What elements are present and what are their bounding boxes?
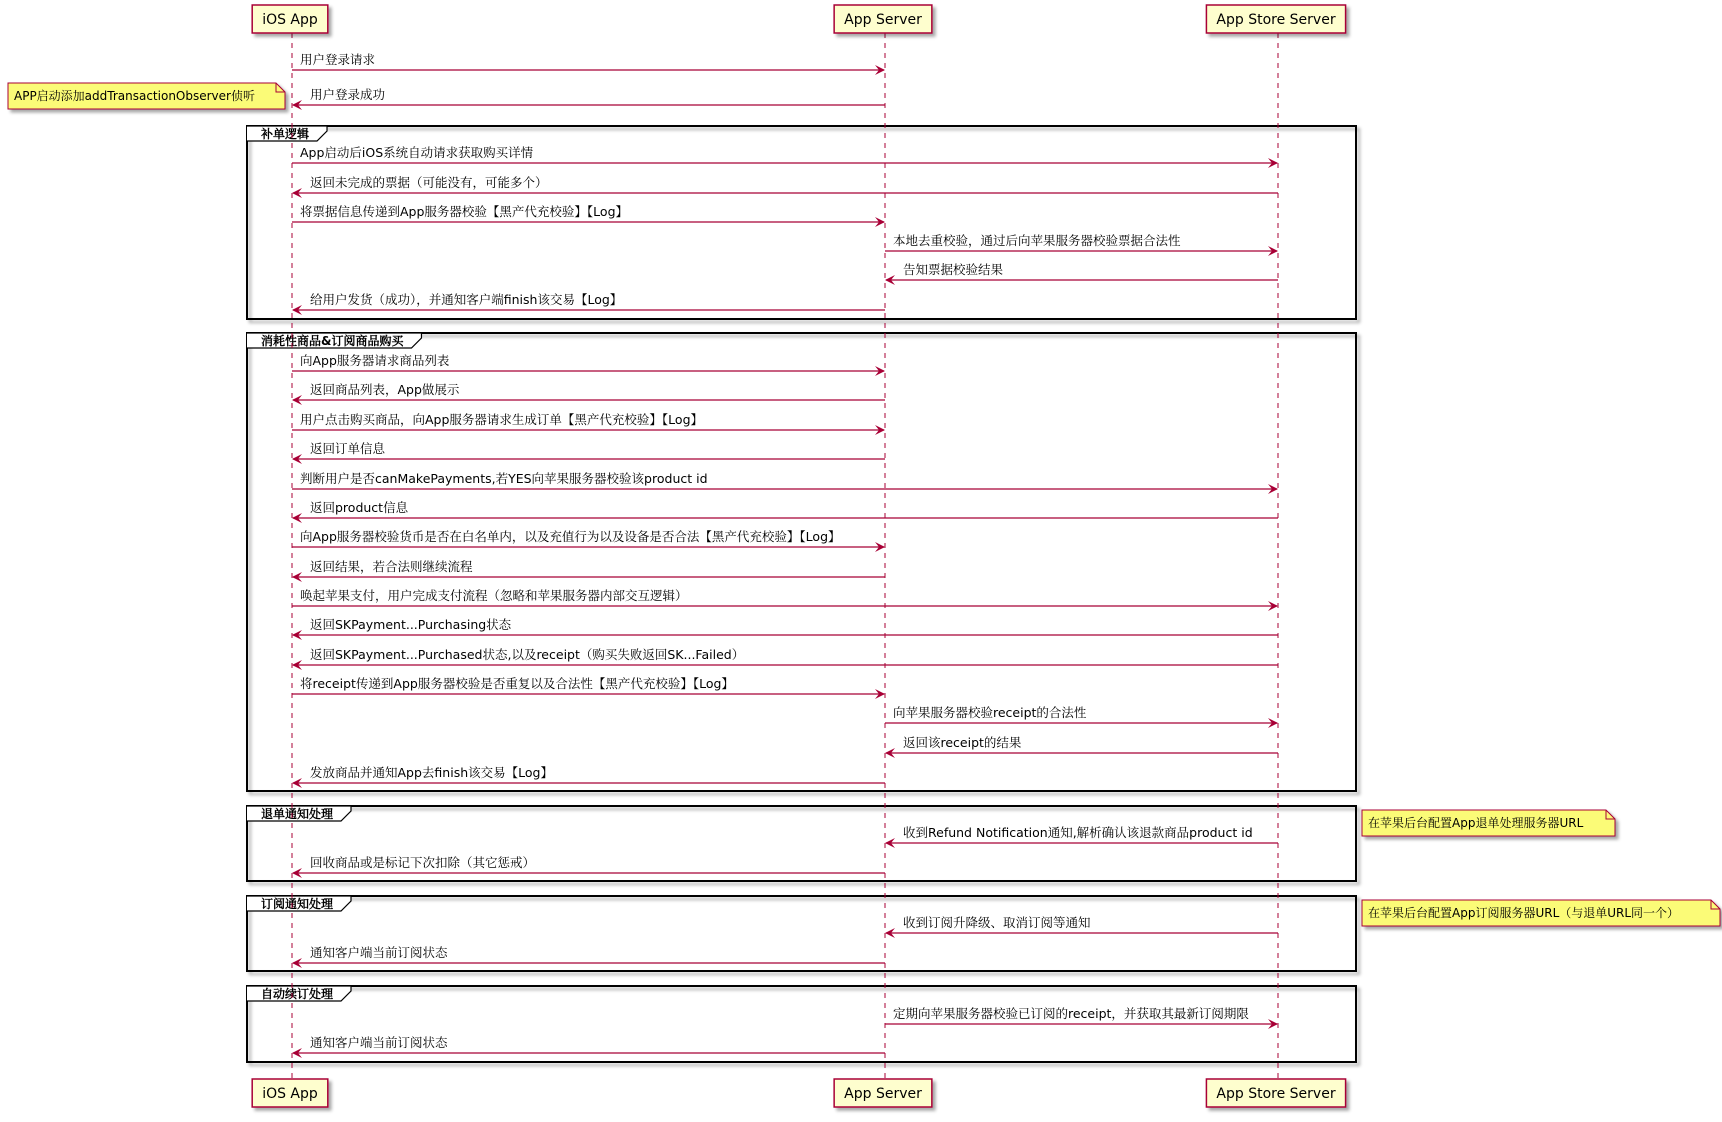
participant-label: App Server — [844, 1086, 922, 1102]
message-arrow — [885, 233, 1277, 251]
message-arrow — [293, 617, 1278, 635]
message-arrow — [293, 855, 885, 873]
participant-label: iOS App — [262, 12, 318, 28]
message-arrow — [293, 945, 885, 963]
participant-server-top — [834, 5, 932, 33]
message-label: 返回订单信息 — [310, 441, 386, 456]
message-label: 收到订阅升降级、取消订阅等通知 — [903, 915, 1091, 930]
message-label: 用户点击购买商品，向App服务器请求生成订单【黑产代充校验】【Log】 — [300, 412, 703, 427]
message-label: 向App服务器请求商品列表 — [300, 353, 450, 368]
message-arrow — [292, 353, 884, 371]
message-label: 用户登录成功 — [310, 87, 386, 102]
participant-server-bottom — [834, 1079, 932, 1107]
participant-ios-bottom — [252, 1079, 328, 1107]
message-arrow — [886, 915, 1278, 933]
message-arrow — [293, 382, 885, 400]
message-label: App启动后iOS系统自动请求获取购买详情 — [300, 145, 534, 160]
message-label: 定期向苹果服务器校验已订阅的receipt，并获取其最新订阅期限 — [893, 1006, 1249, 1021]
message-label: 返回SKPayment...Purchased状态,以及receipt（购买失败返回SK...Failed） — [310, 647, 745, 662]
message-arrow — [292, 412, 884, 430]
message-arrow — [886, 825, 1278, 843]
message-label: 向App服务器校验货币是否在白名单内，以及充值行为以及设备是否合法【黑产代充校验】【Log】 — [300, 529, 841, 544]
message-label: 向苹果服务器校验receipt的合法性 — [893, 705, 1087, 720]
message-arrow — [885, 705, 1277, 723]
message-label: 告知票据校验结果 — [903, 262, 1004, 277]
note — [1362, 900, 1720, 926]
message-label: 将票据信息传递到App服务器校验【黑产代充校验】【Log】 — [300, 204, 628, 219]
message-arrow — [885, 1006, 1277, 1024]
message-arrow — [293, 175, 1278, 193]
note-text: APP启动添加addTransactionObserver侦听 — [14, 89, 255, 103]
message-label: 返回SKPayment...Purchasing状态 — [310, 617, 512, 632]
message-arrow — [293, 87, 885, 105]
message-arrow — [292, 204, 884, 222]
message-arrow — [293, 500, 1278, 518]
message-label: 返回商品列表，App做展示 — [310, 382, 460, 397]
participant-label: App Server — [844, 12, 922, 28]
message-label: 通知客户端当前订阅状态 — [310, 945, 448, 960]
message-arrow — [292, 52, 884, 70]
message-arrow — [292, 676, 884, 694]
participant-store-top — [1206, 5, 1345, 33]
message-label: 唤起苹果支付，用户完成支付流程（忽略和苹果服务器内部交互逻辑） — [300, 588, 688, 603]
message-arrow — [292, 145, 1277, 163]
message-label: 返回该receipt的结果 — [903, 735, 1022, 750]
message-arrow — [292, 588, 1277, 606]
message-label: 返回product信息 — [310, 500, 409, 515]
group-label: 退单通知处理 — [261, 807, 334, 821]
message-label: 将receipt传递到App服务器校验是否重复以及合法性【黑产代充校验】【Log】 — [300, 676, 734, 691]
message-label: 通知客户端当前订阅状态 — [310, 1035, 448, 1050]
group-label: 自动续订处理 — [261, 987, 334, 1001]
participant-label: App Store Server — [1216, 12, 1336, 28]
message-arrow — [886, 262, 1278, 280]
message-arrow — [886, 735, 1278, 753]
message-label: 收到Refund Notification通知,解析确认该退款商品product id — [903, 825, 1253, 840]
message-label: 回收商品或是标记下次扣除（其它惩戒） — [310, 855, 536, 870]
message-arrow — [293, 292, 885, 310]
message-label: 本地去重校验，通过后向苹果服务器校验票据合法性 — [893, 233, 1181, 248]
message-arrow — [293, 441, 885, 459]
group-label: 补单逻辑 — [261, 127, 310, 141]
message-arrow — [292, 529, 884, 547]
note-text: 在苹果后台配置App退单处理服务器URL — [1368, 816, 1584, 830]
group-label: 消耗性商品&订阅商品购买 — [261, 334, 404, 348]
note — [8, 83, 285, 109]
participant-label: App Store Server — [1216, 1086, 1336, 1102]
message-arrow — [293, 1035, 885, 1053]
message-label: 给用户发货（成功），并通知客户端finish该交易【Log】 — [310, 292, 623, 307]
message-label: 发放商品并通知App去finish该交易【Log】 — [310, 765, 553, 780]
message-label: 用户登录请求 — [300, 52, 376, 67]
message-label: 判断用户是否canMakePayments,若YES向苹果服务器校验该product id — [300, 471, 708, 486]
message-arrow — [293, 765, 885, 783]
message-label: 返回结果，若合法则继续流程 — [310, 559, 473, 574]
message-label: 返回未完成的票据（可能没有，可能多个） — [310, 175, 548, 190]
participant-store-bottom — [1206, 1079, 1345, 1107]
message-arrow — [293, 559, 885, 577]
note-text: 在苹果后台配置App订阅服务器URL（与退单URL同一个） — [1368, 906, 1680, 920]
participant-label: iOS App — [262, 1086, 318, 1102]
message-arrow — [293, 647, 1278, 665]
note — [1362, 810, 1615, 836]
group-label: 订阅通知处理 — [261, 897, 334, 911]
message-arrow — [292, 471, 1277, 489]
participant-ios-top — [252, 5, 328, 33]
